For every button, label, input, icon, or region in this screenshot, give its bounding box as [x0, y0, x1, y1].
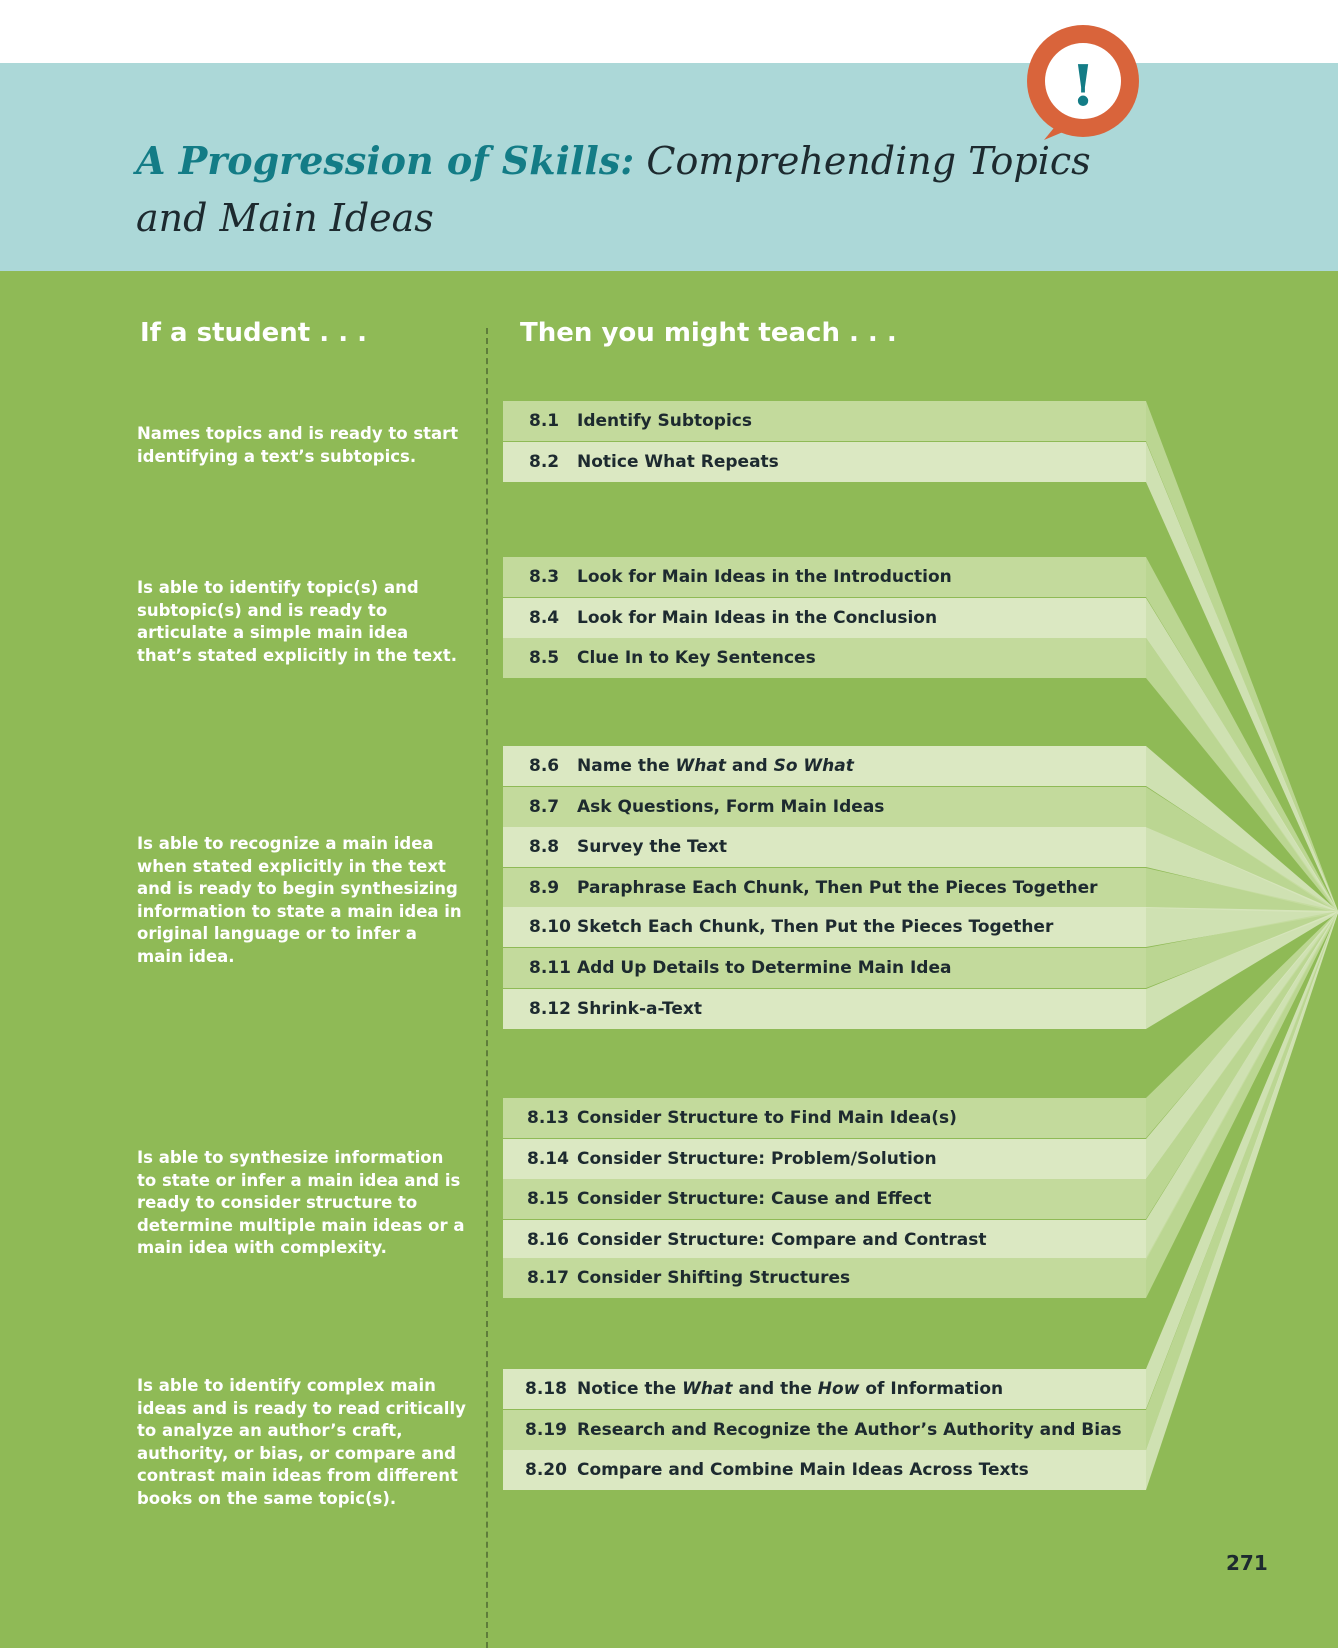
strategy-title: Compare and Combine Main Ideas Across Texts	[577, 1460, 1029, 1480]
student-description: Is able to identify complex main ideas and is ready to read critically to analyze an author’s craft, authority, or bias, or compare and contrast main ideas from different books on the same topic(s).	[137, 1376, 466, 1508]
strategy-item	[503, 557, 1143, 597]
strategy-item	[503, 787, 1143, 827]
strategy-item	[503, 1450, 1143, 1490]
student-description: Is able to recognize a main idea when stated explicitly in the text and is ready to begin synthesizing information to state a main idea in original language or to infer a main idea.	[137, 834, 462, 966]
strategy-item	[503, 989, 1143, 1029]
strategy-number: 8.5	[529, 648, 560, 668]
column-divider	[486, 328, 488, 1648]
strategy-item	[503, 1220, 1143, 1260]
strategy-title: Sketch Each Chunk, Then Put the Pieces Together	[577, 917, 1054, 937]
strategy-title-emphasis: So What	[773, 756, 854, 776]
strategy-number: 8.11	[529, 958, 571, 978]
left-column-heading: If a student . . .	[140, 318, 368, 348]
strategy-title: Consider Structure: Cause and Effect	[577, 1189, 932, 1209]
strategy-number: 8.19	[525, 1420, 567, 1440]
strategy-title: Paraphrase Each Chunk, Then Put the Pieces Together	[577, 878, 1098, 898]
title-lead: A Progression of Skills:	[136, 138, 635, 183]
strategy-title: Ask Questions, Form Main Ideas	[577, 797, 885, 817]
strategy-title-part: and	[726, 756, 774, 776]
strategy-number: 8.13	[527, 1108, 569, 1128]
strategy-title: Research and Recognize the Author’s Authority and Bias	[577, 1420, 1122, 1440]
strategy-title: Look for Main Ideas in the Introduction	[577, 567, 952, 587]
student-description: Names topics and is ready to start identifying a text’s subtopics.	[137, 424, 459, 466]
strategy-item	[503, 746, 1143, 786]
strategy-title: Add Up Details to Determine Main Idea	[577, 958, 952, 978]
strategy-number: 8.17	[527, 1268, 569, 1288]
strategy-number: 8.14	[527, 1149, 569, 1169]
strategy-number: 8.18	[525, 1379, 567, 1399]
strategy-title: Notice What Repeats	[577, 452, 779, 472]
strategy-item	[503, 1179, 1143, 1219]
strategy-item	[503, 907, 1143, 947]
strategy-title-emphasis: How	[817, 1379, 860, 1399]
badge-symbol: !	[1070, 53, 1096, 119]
strategy-title: Shrink-a-Text	[577, 999, 703, 1019]
page-title	[136, 132, 1136, 247]
title-rest: Comprehending Topics and Main Ideas	[136, 139, 1091, 240]
strategy-title-part: of Information	[859, 1379, 1004, 1399]
strategy-item	[503, 638, 1143, 678]
strategy-item	[503, 948, 1143, 988]
strategy-item	[503, 1139, 1143, 1179]
strategy-title-part: Notice the	[577, 1379, 683, 1399]
strategy-number: 8.4	[529, 608, 560, 628]
strategy-title	[577, 756, 854, 776]
alert-badge-icon	[1024, 24, 1142, 144]
strategy-item	[503, 442, 1143, 482]
strategy-number: 8.15	[527, 1189, 569, 1209]
strategy-number: 8.3	[529, 567, 560, 587]
strategy-title	[577, 1379, 1003, 1399]
right-column-heading: Then you might teach . . .	[520, 318, 897, 348]
strategy-title: Consider Structure: Problem/Solution	[577, 1149, 937, 1169]
strategy-title-part: Name the	[577, 756, 676, 776]
strategy-title: Consider Structure: Compare and Contrast	[577, 1230, 987, 1250]
strategy-number: 8.1	[529, 411, 560, 431]
strategy-title: Survey the Text	[577, 837, 727, 857]
strategy-title-emphasis: What	[675, 756, 726, 776]
strategy-number: 8.12	[529, 999, 571, 1019]
strategy-number: 8.6	[529, 756, 560, 776]
strategy-item	[503, 1098, 1143, 1138]
strategy-item	[503, 598, 1143, 638]
student-description: Is able to synthesize information to state or infer a main idea and is ready to consider structure to determine multiple main ideas or a main idea with complexity.	[137, 1148, 465, 1257]
strategy-title: Consider Shifting Structures	[577, 1268, 851, 1288]
strategy-item	[503, 401, 1143, 441]
strategy-item	[503, 1410, 1143, 1450]
strategy-number: 8.16	[527, 1230, 569, 1250]
strategy-title: Clue In to Key Sentences	[577, 648, 816, 668]
strategy-number: 8.8	[529, 837, 560, 857]
strategy-number: 8.20	[525, 1460, 567, 1480]
strategy-title-emphasis: What	[682, 1379, 733, 1399]
page-number: 271	[1226, 1551, 1268, 1575]
strategy-item	[503, 1369, 1143, 1409]
strategy-item	[503, 868, 1143, 908]
student-description: Is able to identify topic(s) and subtopic(s) and is ready to articulate a simple main idea that’s stated explicitly in the text.	[137, 578, 457, 665]
strategy-number: 8.9	[529, 878, 560, 898]
strategy-number: 8.2	[529, 452, 560, 472]
strategy-title-part: and the	[732, 1379, 818, 1399]
strategy-item	[503, 827, 1143, 867]
strategy-title: Consider Structure to Find Main Idea(s)	[577, 1108, 957, 1128]
strategy-item	[503, 1258, 1143, 1298]
strategy-title: Identify Subtopics	[577, 411, 752, 431]
strategy-number: 8.10	[529, 917, 571, 937]
strategy-number: 8.7	[529, 797, 560, 817]
strategy-title: Look for Main Ideas in the Conclusion	[577, 608, 938, 628]
